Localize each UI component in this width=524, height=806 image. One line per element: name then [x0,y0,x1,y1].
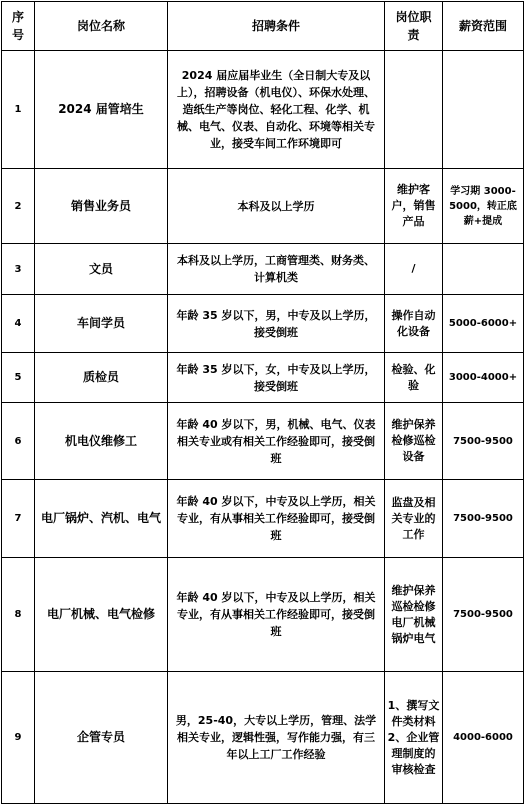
row-salary: 学习期 3000-5000，转正底薪+提成 [443,169,524,244]
row-requirements: 年龄 35 岁以下，男，中专及以上学历，接受倒班 [168,295,385,353]
table-row [2,403,524,480]
row-salary: 7500-9500 [443,480,524,558]
row-requirements: 本科及以上学历，工商管理类、财务类、计算机类 [168,244,385,295]
row-position: 电厂锅炉、汽机、电气 [35,480,168,558]
row-requirements: 年龄 40 岁以下，中专及以上学历，相关专业，有从事相关工作经验即可，接受倒班 [168,558,385,672]
row-position: 机电仪维修工 [35,403,168,480]
row-duties: 维护保养检修巡检设备 [385,403,443,480]
row-requirements: 年龄 40 岁以下，男，机械、电气、仪表相关专业或有相关工作经验即可，接受倒班 [168,403,385,480]
row-requirements: 2024 届应届毕业生（全日制大专及以上），招聘设备（机电仪）、环保水处理、造纸生产等岗位、轻化工程、化学、机械、电气、仪表、自动化、环境等相关专业，接受车间工作环境即可 [168,51,385,169]
row-requirements: 年龄 35 岁以下，女，中专及以上学历，接受倒班 [168,353,385,403]
table-row [2,480,524,558]
row-no: 4 [2,295,35,353]
row-position: 企管专员 [35,672,168,804]
row-position: 文员 [35,244,168,295]
row-salary: 3000-4000+ [443,353,524,403]
row-position: 销售业务员 [35,169,168,244]
row-salary: 7500-9500 [443,403,524,480]
row-position: 电厂机械、电气检修 [35,558,168,672]
row-no: 8 [2,558,35,672]
row-no: 6 [2,403,35,480]
header-duties: 岗位职责 [385,2,443,51]
row-salary: 4000-6000 [443,672,524,804]
row-duties: / [385,244,443,295]
row-salary: 5000-6000+ [443,295,524,353]
row-position: 质检员 [35,353,168,403]
row-duties: 操作自动化设备 [385,295,443,353]
row-requirements: 年龄 40 岁以下，中专及以上学历，相关专业，有从事相关工作经验即可，接受倒班 [168,480,385,558]
table-row [2,558,524,672]
table-row [2,353,524,403]
table-row [2,51,524,169]
row-no: 9 [2,672,35,804]
header-position: 岗位名称 [35,2,168,51]
row-duties: 维护保养巡检检修电厂机械锅炉电气 [385,558,443,672]
row-no: 3 [2,244,35,295]
row-requirements: 本科及以上学历 [168,169,385,244]
row-no: 7 [2,480,35,558]
row-duties [385,51,443,169]
row-no: 2 [2,169,35,244]
row-requirements: 男，25-40，大专以上学历，管理、法学相关专业，逻辑性强，写作能力强，有三年以上工厂工作经验 [168,672,385,804]
row-no: 5 [2,353,35,403]
row-duties: 监盘及相关专业的工作 [385,480,443,558]
header-row [2,2,524,51]
row-salary: 7500-9500 [443,558,524,672]
row-position: 2024 届管培生 [35,51,168,169]
table-row [2,672,524,804]
row-no: 1 [2,51,35,169]
header-salary: 薪资范围 [443,2,524,51]
header-requirements: 招聘条件 [168,2,385,51]
row-duties: 维护客户，销售产品 [385,169,443,244]
table-row [2,244,524,295]
row-duties: 1、撰写文件类材料 2、企业管理制度的审核检查 [385,672,443,804]
table-row [2,295,524,353]
row-duties: 检验、化验 [385,353,443,403]
header-no: 序号 [2,2,35,51]
row-salary [443,51,524,169]
row-position: 车间学员 [35,295,168,353]
table-row [2,169,524,244]
recruitment-table [1,1,524,804]
row-salary [443,244,524,295]
